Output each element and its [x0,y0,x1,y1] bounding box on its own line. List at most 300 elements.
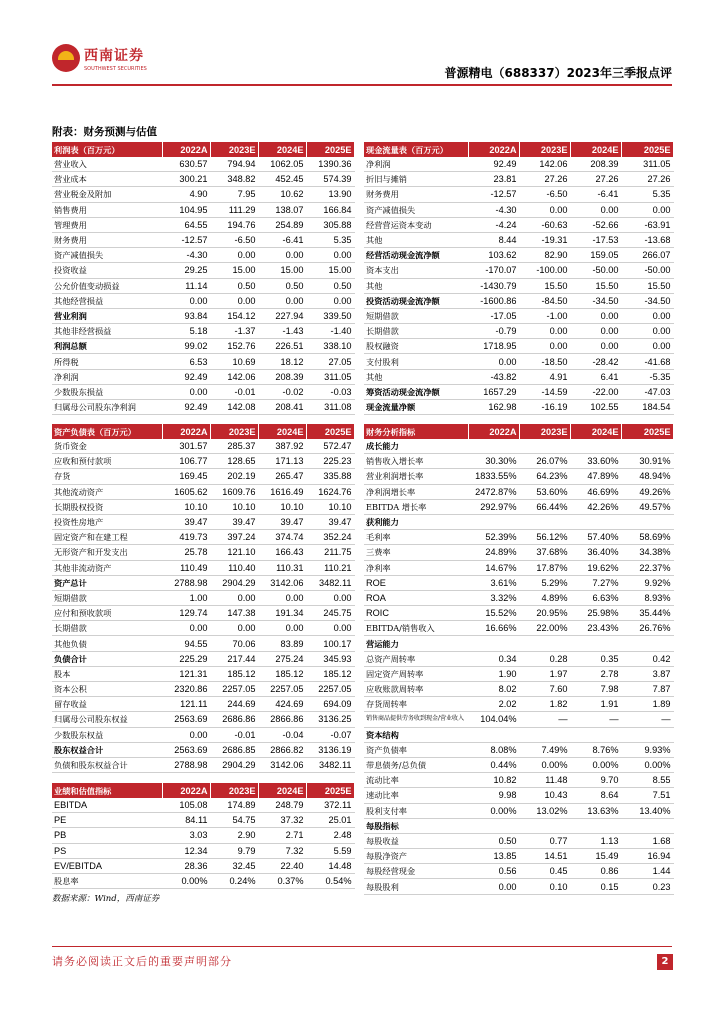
row-label: 其他流动资产 [52,484,162,499]
row-label: 股东权益合计 [52,742,162,757]
table-row [52,339,354,354]
row-value: 2686.86 [210,712,258,727]
row-label: 营业利润 [52,308,162,323]
row-value: 129.74 [162,606,210,621]
row-value: 8.64 [570,788,621,803]
row-value: 2472.87% [468,484,519,499]
row-value: — [621,712,673,727]
row-value: 225.29 [162,651,210,666]
row-value: 9.92% [621,575,673,590]
year-header: 2025E [306,424,354,439]
year-header: 2023E [210,424,258,439]
row-value: 13.40% [621,803,673,818]
row-label: 资产负债率 [364,742,468,757]
row-label: 少数股东权益 [52,727,162,742]
row-label: 长期借款 [364,324,468,339]
row-value: 15.49 [570,849,621,864]
row-label: 其他 [364,278,468,293]
financial-ratios-table [364,424,674,895]
table-row [364,384,673,399]
row-value: 424.69 [258,697,306,712]
row-value: 138.07 [258,202,306,217]
row-value: 0.86 [570,864,621,879]
row-value: 3.32% [468,590,519,605]
row-value: 0.42 [621,651,673,666]
row-value: 26.76% [621,621,673,636]
row-value [621,439,673,454]
row-value: 154.12 [210,308,258,323]
income-table-title: 利润表（百万元） [52,142,162,157]
row-value: 2.02 [468,697,519,712]
row-value: 3482.11 [306,757,354,772]
row-label: 资产总计 [52,575,162,590]
table-row [364,339,673,354]
row-value: 1.68 [621,833,673,848]
row-value: 66.44% [519,499,570,514]
table-row [364,530,673,545]
row-value: 1605.62 [162,484,210,499]
row-value: 0.50 [258,278,306,293]
row-value: 254.89 [258,217,306,232]
row-value: 1.89 [621,697,673,712]
table-row [364,788,673,803]
row-value: -1.43 [258,324,306,339]
row-value: -0.79 [468,324,519,339]
row-value: 335.88 [306,469,354,484]
row-value: 1.90 [468,666,519,681]
year-header: 2022A [468,424,519,439]
row-value: 30.91% [621,454,673,469]
row-label: 所得税 [52,354,162,369]
row-value: 0.00 [162,621,210,636]
row-label: 营业收入 [52,157,162,172]
row-value: 0.28 [519,651,570,666]
table-row [52,439,354,454]
row-value: 26.07% [519,454,570,469]
table-row [364,818,673,833]
table-row [52,202,354,217]
year-header: 2022A [468,142,519,157]
table-row [364,849,673,864]
row-label: 短期借款 [364,308,468,323]
row-label: 存货周转率 [364,697,468,712]
row-value: 6.41 [570,369,621,384]
table-row [364,864,673,879]
row-value: 10.10 [258,499,306,514]
table-row [52,384,354,399]
balance-header-row [52,424,354,439]
row-value: 574.39 [306,172,354,187]
row-value: 0.00 [258,293,306,308]
row-value: 152.76 [210,339,258,354]
logo-sun-icon [52,44,80,72]
row-value: 208.41 [258,400,306,415]
row-value: 0.00% [621,757,673,772]
table-row [364,742,673,757]
table-row [52,278,354,293]
row-value: 105.08 [162,798,210,813]
row-value: 142.06 [519,157,570,172]
row-value: 104.95 [162,202,210,217]
row-value: 9.79 [210,843,258,858]
row-value: 22.37% [621,560,673,575]
table-row [52,560,354,575]
row-value: 24.89% [468,545,519,560]
row-value: -6.41 [258,232,306,247]
row-value: 0.00 [258,590,306,605]
row-value: 1624.76 [306,484,354,499]
row-value: 93.84 [162,308,210,323]
row-value: 3142.06 [258,575,306,590]
row-value: 13.90 [306,187,354,202]
row-value: 0.00 [258,621,306,636]
row-value: 345.93 [306,651,354,666]
row-label: PE [52,813,162,828]
row-value: 4.91 [519,369,570,384]
table-row [52,232,354,247]
table-row [52,400,354,415]
row-value: 2904.29 [210,757,258,772]
table-row [52,369,354,384]
row-value: 17.87% [519,560,570,575]
table-row [52,484,354,499]
row-label: 净利率 [364,560,468,575]
table-row [364,232,673,247]
row-value: 202.19 [210,469,258,484]
year-header: 2024E [570,142,621,157]
row-value: 2257.05 [306,682,354,697]
row-value: 0.00 [621,308,673,323]
table-row [364,172,673,187]
row-value: 1.13 [570,833,621,848]
table-row [52,575,354,590]
row-value: 27.26 [621,172,673,187]
row-value: 0.00 [519,339,570,354]
row-value: -12.57 [162,232,210,247]
row-value: 34.38% [621,545,673,560]
row-value: 7.98 [570,682,621,697]
row-value: 92.49 [162,400,210,415]
page-number: 2 [657,954,673,970]
year-header: 2024E [570,424,621,439]
row-value: 0.24% [210,873,258,888]
row-value: -50.00 [570,263,621,278]
row-value: -12.57 [468,187,519,202]
row-value: 57.40% [570,530,621,545]
row-value: 1.91 [570,697,621,712]
row-label: EBITDA [52,798,162,813]
table-row [364,712,673,727]
table-row [52,621,354,636]
row-label: 短期借款 [52,590,162,605]
row-value: 103.62 [468,248,519,263]
row-value: 452.45 [258,172,306,187]
table-row [364,308,673,323]
row-value: -47.03 [621,384,673,399]
table-row [364,248,673,263]
row-label: 固定资产和在建工程 [52,530,162,545]
row-value: 1.82 [519,697,570,712]
row-label: 每股指标 [364,818,468,833]
row-value: 110.49 [162,560,210,575]
row-value: 8.44 [468,232,519,247]
table-row [52,324,354,339]
row-label: 少数股东损益 [52,384,162,399]
row-label: 无形资产和开发支出 [52,545,162,560]
row-label: 股本 [52,666,162,681]
row-value: 1657.29 [468,384,519,399]
row-value: 111.29 [210,202,258,217]
row-value: 2563.69 [162,742,210,757]
row-value: 70.06 [210,636,258,651]
row-value: 84.11 [162,813,210,828]
row-value: 0.00 [306,621,354,636]
row-value: 102.55 [570,400,621,415]
row-value: 58.69% [621,530,673,545]
table-row [52,590,354,605]
row-value: 5.29% [519,575,570,590]
row-value: 20.95% [519,606,570,621]
row-value [519,636,570,651]
row-label: EBITDA/销售收入 [364,621,468,636]
row-value: -4.30 [162,248,210,263]
row-label: 归属母公司股东权益 [52,712,162,727]
row-label: 留存收益 [52,697,162,712]
row-value: 110.21 [306,560,354,575]
row-value: -16.19 [519,400,570,415]
row-label: 资产减值损失 [364,202,468,217]
row-value: 4.90 [162,187,210,202]
row-value: 12.34 [162,843,210,858]
row-value: 54.75 [210,813,258,828]
row-value: 7.95 [210,187,258,202]
row-value: 2904.29 [210,575,258,590]
row-value: 301.57 [162,439,210,454]
row-value: 7.27% [570,575,621,590]
row-value: 2257.05 [210,682,258,697]
row-value: 572.47 [306,439,354,454]
row-value: -0.02 [258,384,306,399]
row-value: 48.94% [621,469,673,484]
row-value: 92.49 [468,157,519,172]
row-label: 销售费用 [52,202,162,217]
row-value: 18.12 [258,354,306,369]
row-value: 39.47 [306,514,354,529]
row-label: 每股经营现金 [364,864,468,879]
table-row [52,157,354,172]
row-value: 39.47 [210,514,258,529]
row-value: 36.40% [570,545,621,560]
row-value: 9.93% [621,742,673,757]
table-row [52,757,354,772]
row-value: 142.06 [210,369,258,384]
row-label: PS [52,843,162,858]
year-header: 2023E [210,142,258,157]
row-value: 0.00% [468,803,519,818]
row-value: 0.00 [162,384,210,399]
row-value [519,818,570,833]
row-value: 15.52% [468,606,519,621]
row-label: 资本结构 [364,727,468,742]
row-value: 225.23 [306,454,354,469]
row-value: 15.50 [621,278,673,293]
row-value: 387.92 [258,439,306,454]
row-label: 折旧与摊销 [364,172,468,187]
row-value: 0.00 [210,293,258,308]
year-header: 2022A [162,424,210,439]
row-value [519,514,570,529]
row-value: 10.69 [210,354,258,369]
row-value: 348.82 [210,172,258,187]
row-label: 销售商品提供劳务收到现金/营业收入 [364,712,468,727]
row-value: 0.00% [570,757,621,772]
row-value [519,727,570,742]
table-row [364,354,673,369]
row-value: 0.45 [519,864,570,879]
row-label: 资本支出 [364,263,468,278]
table-row [52,666,354,681]
table-row [52,172,354,187]
row-value: 64.23% [519,469,570,484]
row-value: 121.31 [162,666,210,681]
row-value: 35.44% [621,606,673,621]
row-value: -100.00 [519,263,570,278]
row-label: 每股收益 [364,833,468,848]
row-value: 248.79 [258,798,306,813]
row-value: 2686.85 [210,742,258,757]
row-value: 0.00 [162,727,210,742]
row-value: 10.43 [519,788,570,803]
row-value: 9.70 [570,773,621,788]
row-value: 3136.25 [306,712,354,727]
row-value: 13.02% [519,803,570,818]
row-value: -60.63 [519,217,570,232]
row-value: 30.30% [468,454,519,469]
row-value: 110.31 [258,560,306,575]
row-value: -50.00 [621,263,673,278]
balance-sheet-table [52,424,355,773]
row-value: 185.12 [210,666,258,681]
table-row [364,202,673,217]
table-row [52,187,354,202]
income-header-row [52,142,354,157]
row-label: 成长能力 [364,439,468,454]
row-value: -4.24 [468,217,519,232]
row-value: 39.47 [162,514,210,529]
row-value: 211.75 [306,545,354,560]
row-label: 其他 [364,369,468,384]
row-value: -28.42 [570,354,621,369]
cashflow-statement-table [364,142,674,415]
row-value [621,636,673,651]
row-value: 11.48 [519,773,570,788]
row-value: 397.24 [210,530,258,545]
row-value: 1390.36 [306,157,354,172]
row-value: 121.10 [210,545,258,560]
row-label: 营运能力 [364,636,468,651]
table-row [364,879,673,894]
row-value: 27.26 [519,172,570,187]
row-value: 694.09 [306,697,354,712]
table-row [364,697,673,712]
row-value: 1062.05 [258,157,306,172]
row-value: 5.59 [306,843,354,858]
row-value: 305.88 [306,217,354,232]
row-value: 19.62% [570,560,621,575]
table-row [52,727,354,742]
row-value: 0.77 [519,833,570,848]
table-row [52,545,354,560]
row-value: 166.43 [258,545,306,560]
row-value: -0.01 [210,384,258,399]
row-label: 投资性房地产 [52,514,162,529]
row-label: 经营活动现金流净额 [364,248,468,263]
row-value: 2788.98 [162,757,210,772]
table-row [52,712,354,727]
row-value: -170.07 [468,263,519,278]
row-value: 23.81 [468,172,519,187]
row-value: -1.37 [210,324,258,339]
report-title: 普源精电（688337）2023年三季报点评 [444,66,672,80]
row-value: 25.98% [570,606,621,621]
row-value: 7.60 [519,682,570,697]
table-row [52,858,354,873]
row-label: 股利支付率 [364,803,468,818]
table-row [364,727,673,742]
row-label: 每股股利 [364,879,468,894]
row-value: -19.31 [519,232,570,247]
row-value: -6.41 [570,187,621,202]
row-value: 6.63% [570,590,621,605]
year-header: 2024E [258,424,306,439]
row-value: 49.57% [621,499,673,514]
row-value: 0.37% [258,873,306,888]
row-value: 185.12 [306,666,354,681]
row-value: 100.17 [306,636,354,651]
row-label: EBITDA 增长率 [364,499,468,514]
row-value: 92.49 [162,369,210,384]
row-value: 0.34 [468,651,519,666]
year-header: 2024E [258,783,306,798]
row-value: 0.00 [468,879,519,894]
row-value: 7.87 [621,682,673,697]
data-source-note: 数据来源：Wind，西南证券 [52,894,160,904]
row-value: 2.71 [258,828,306,843]
row-value: 311.08 [306,400,354,415]
row-value: 0.00 [210,590,258,605]
row-value: 13.63% [570,803,621,818]
table-row [364,560,673,575]
row-value: 28.36 [162,858,210,873]
row-value: 1718.95 [468,339,519,354]
row-label: 股权融资 [364,339,468,354]
year-header: 2025E [306,783,354,798]
row-value: 8.93% [621,590,673,605]
row-label: 其他非流动资产 [52,560,162,575]
table-row [52,798,354,813]
row-label: 股息率 [52,873,162,888]
table-row [364,484,673,499]
row-value: 52.39% [468,530,519,545]
row-value: 0.00 [570,324,621,339]
row-label: 其他负债 [52,636,162,651]
row-label: 投资活动现金流净额 [364,293,468,308]
row-value: 104.04% [468,712,519,727]
row-value: 22.40 [258,858,306,873]
table-row [52,263,354,278]
row-value: 5.18 [162,324,210,339]
row-value: 42.26% [570,499,621,514]
